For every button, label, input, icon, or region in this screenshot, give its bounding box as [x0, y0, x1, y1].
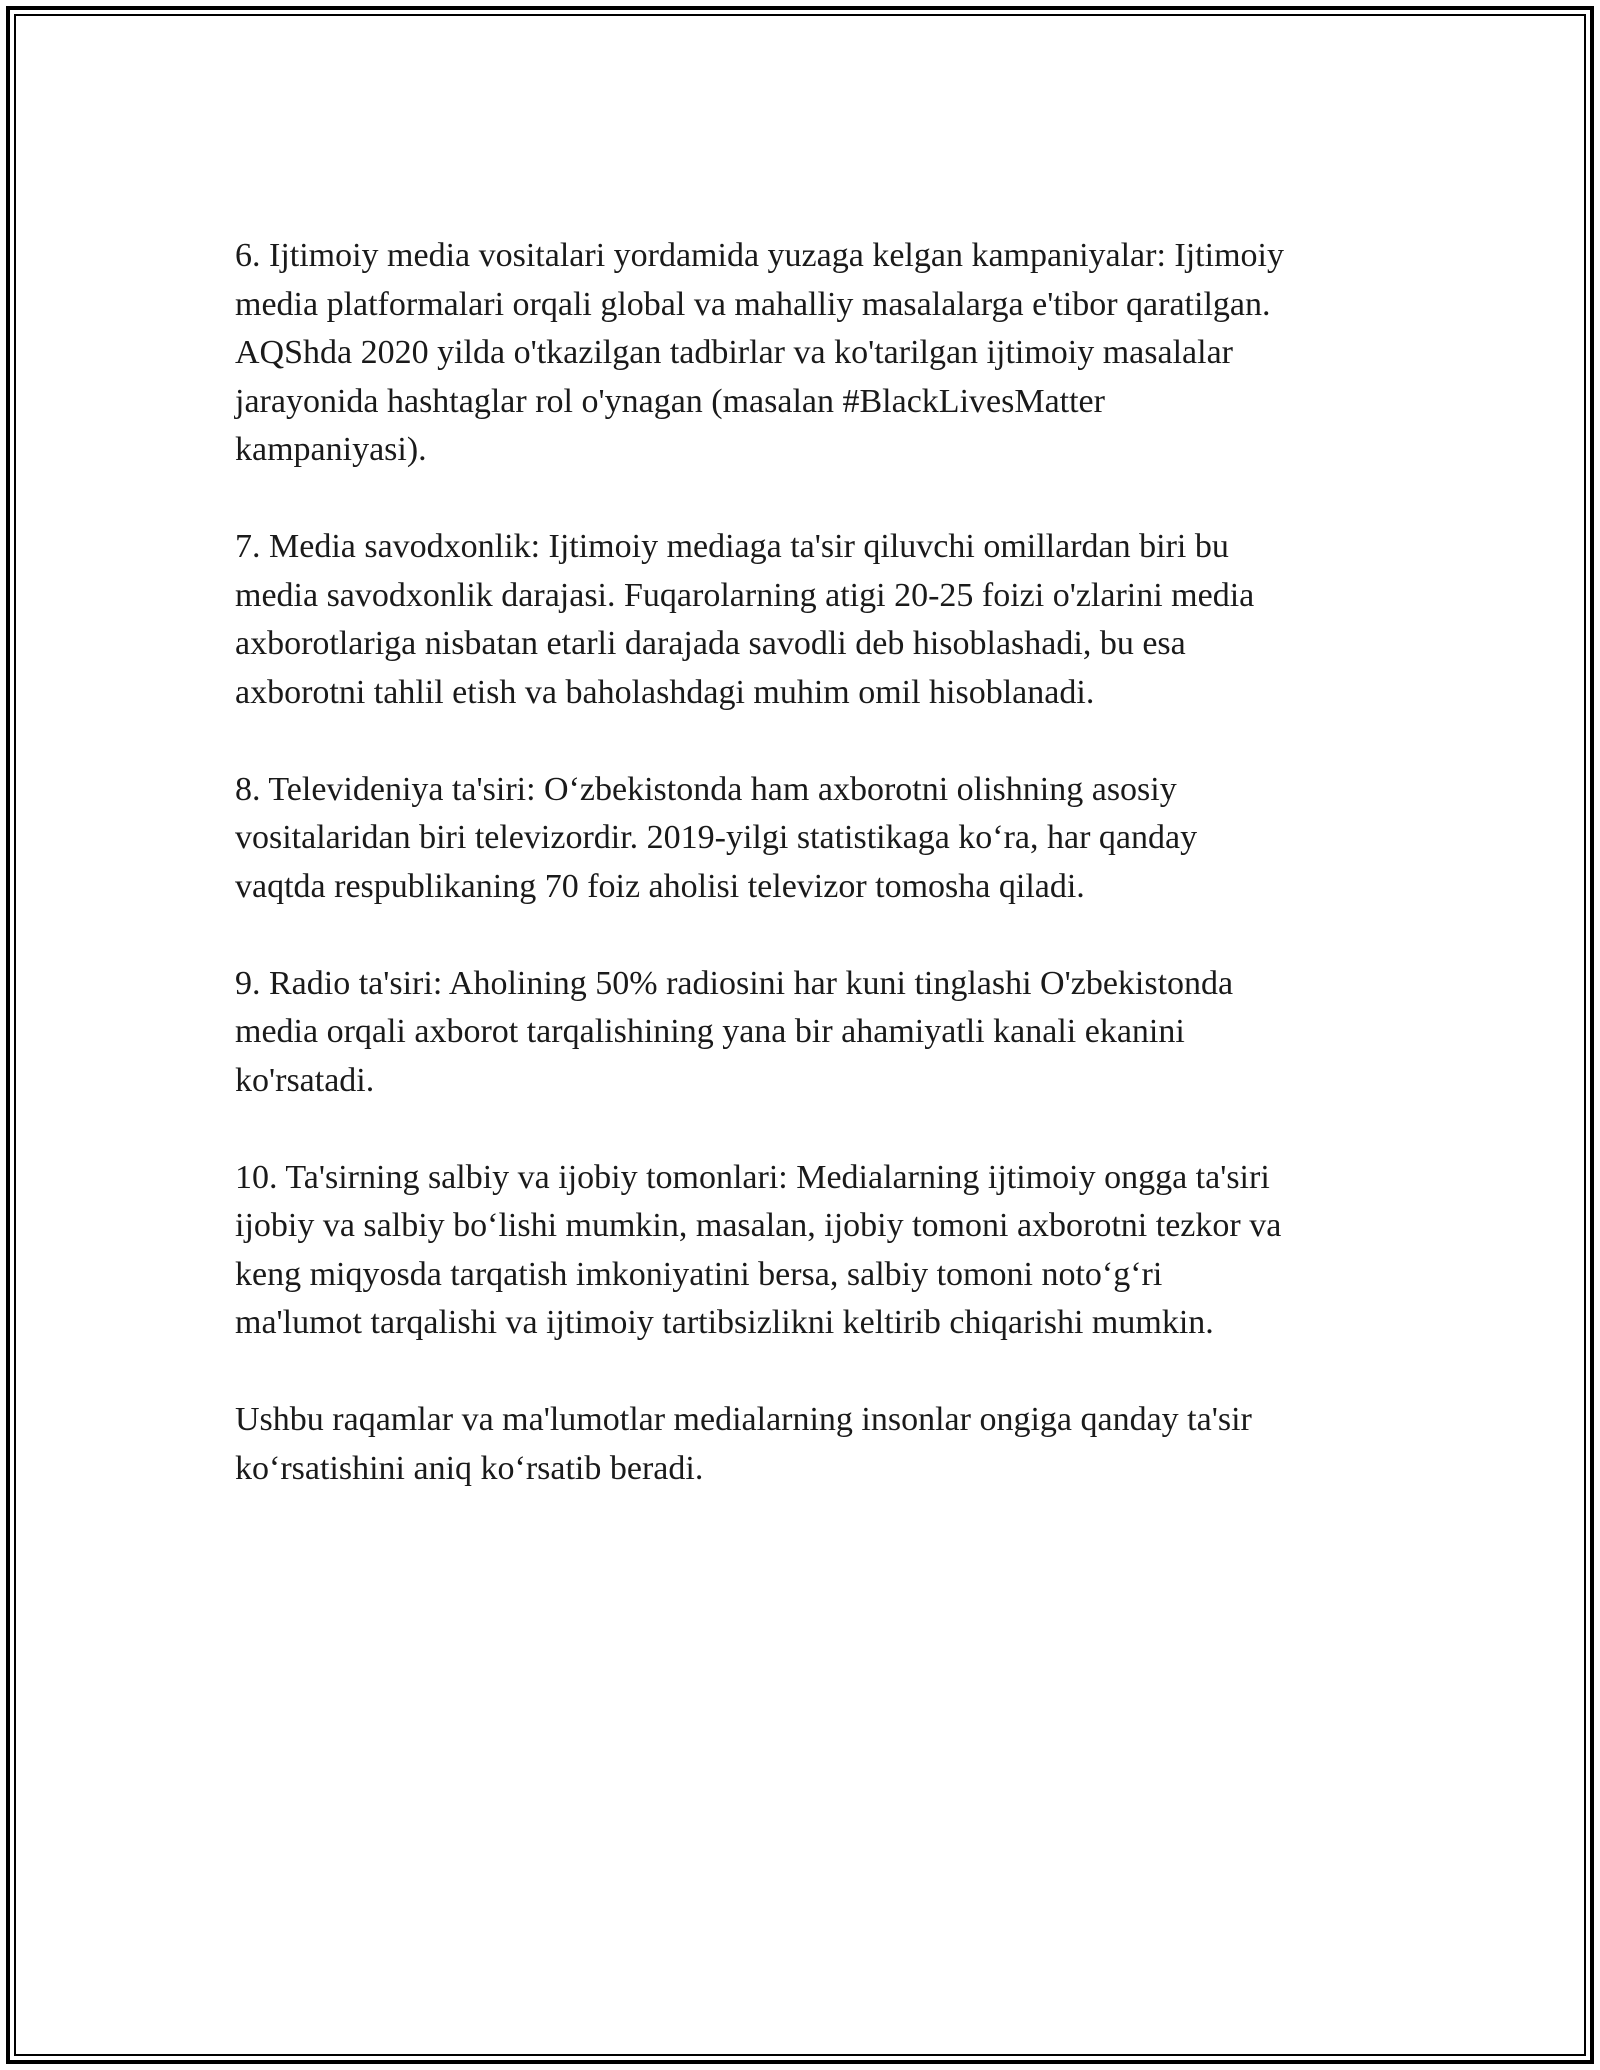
document-body [235, 232, 1385, 1542]
paragraph-conclusion: Ushbu raqamlar va ma'lumotlar medialarning insonlar ongiga qanday ta'sir koʻrsatishini aniq koʻrsatib beradi. [235, 1401, 1252, 1487]
paragraph-television-influence: 8. Televideniya ta'siri: Oʻzbekistonda ham axborotni olishning asosiy vositalaridan biri televizordir. 2019-yilgi statistikaga koʻra, har qanday vaqtda respublikaning 70 foiz aholisi televizor tomosha qiladi. [235, 770, 1198, 905]
paragraph-radio-influence: 9. Radio ta'siri: Aholining 50% radiosini har kuni tinglashi O'zbekistonda media orqali axborot tarqalishining yana bir ahamiyatli kanali ekanini ko'rsatadi. [235, 964, 1234, 1099]
paragraph-social-media-campaigns: 6. Ijtimoiy media vositalari yordamida yuzaga kelgan kampaniyalar: Ijtimoiy media platformalari orqali global va mahalliy masalalarga e'tibor qaratilgan. AQShda 2020 yilda o'tkazilgan tadbirlar va ko'tarilgan ijtimoiy masalalar jarayonida hashtaglar rol o'ynagan (masalan #BlackLivesMatter kampaniyasi). [235, 237, 1284, 468]
paragraph-media-literacy: 7. Media savodxonlik: Ijtimoiy mediaga ta'sir qiluvchi omillardan biri bu media savodxonlik darajasi. Fuqarolarning atigi 20-25 foizi o'zlarini media axborotlariga nisbatan etarli darajada savodli deb hisoblashadi, bu esa axborotni tahlil etish va baholashdagi muhim omil hisoblanadi. [235, 528, 1255, 711]
paragraph-positive-negative-sides: 10. Ta'sirning salbiy va ijobiy tomonlari: Medialarning ijtimoiy ongga ta'siri ijobiy va salbiy boʻlishi mumkin, masalan, ijobiy tomoni axborotni tezkor va keng miqyosda tarqatish imkoniyatini bersa, salbiy tomoni notoʻgʻri ma'lumot tarqalishi va ijtimoiy tartibsizlikni keltirib chiqarishi mumkin. [235, 1158, 1282, 1341]
